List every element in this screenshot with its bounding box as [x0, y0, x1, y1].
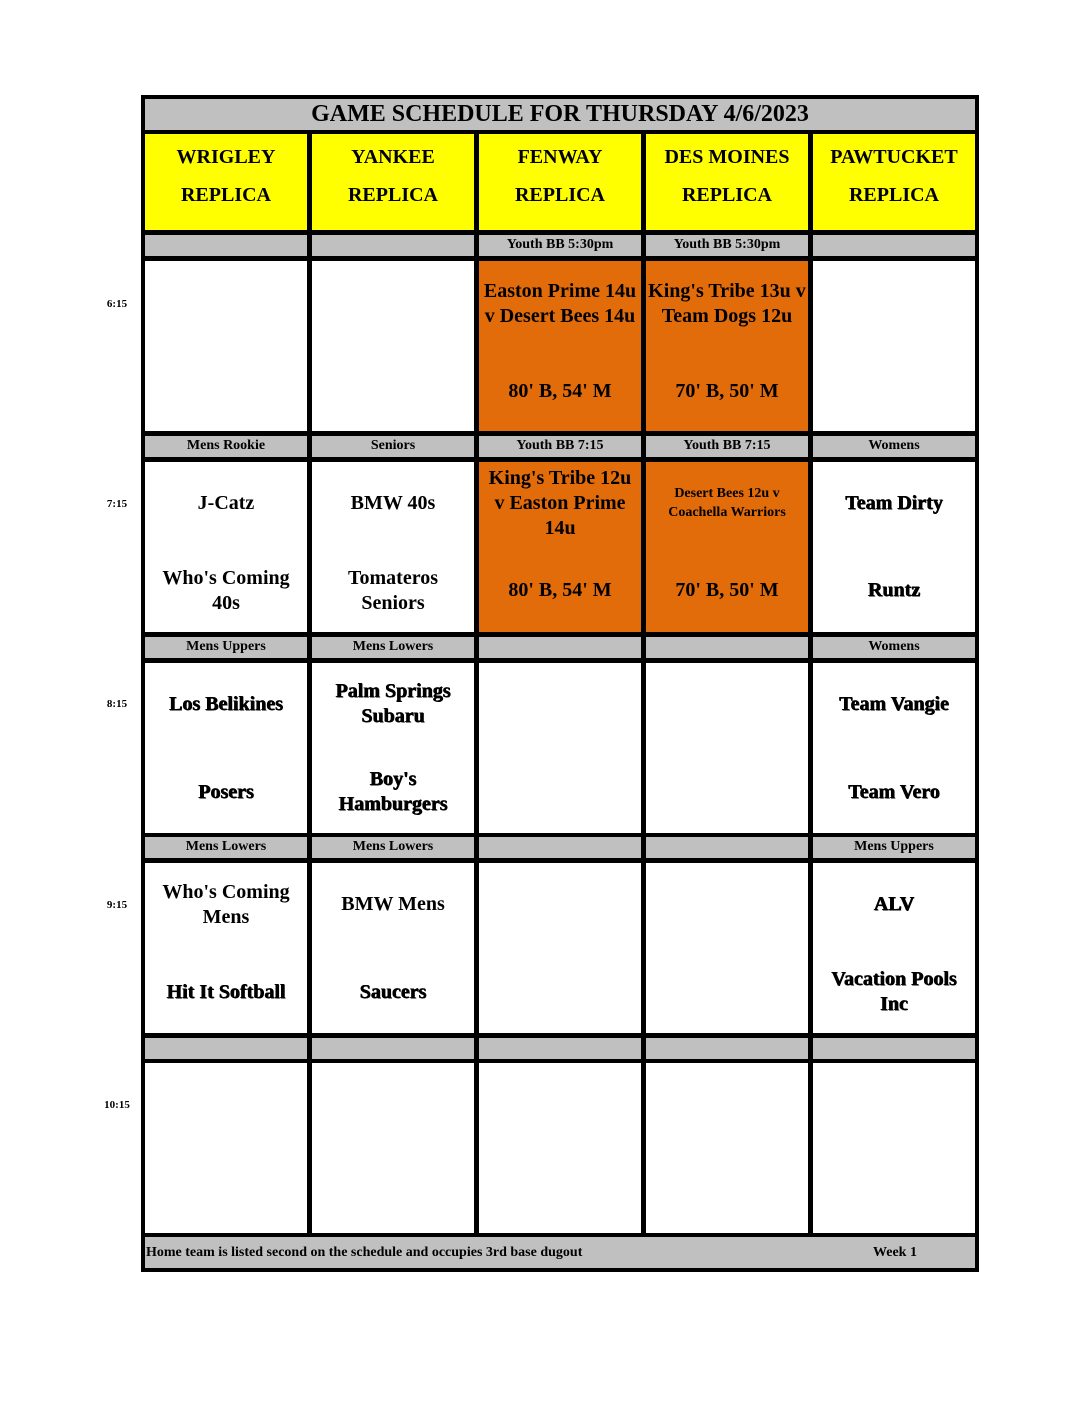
field-type: REPLICA: [347, 184, 438, 206]
game-slot: [813, 1063, 975, 1233]
game-slot: [145, 863, 307, 1033]
time-label-1: 6:15: [106, 298, 128, 310]
field-name: FENWAY: [517, 146, 603, 168]
away-team: ALV: [873, 893, 915, 915]
field-type: REPLICA: [848, 184, 939, 206]
game-slot: [479, 663, 641, 833]
division-label: [479, 1038, 641, 1059]
game-slot: [312, 663, 474, 833]
home-team: Saucers: [359, 981, 427, 1003]
field-type: REPLICA: [681, 184, 772, 206]
division-label: [646, 1038, 808, 1059]
home-team: Posers: [198, 781, 254, 803]
field-header-pawtucket: [813, 134, 975, 230]
footer-note: Home team is listed second on the schedule and occupies 3rd base dugout: [146, 1245, 583, 1260]
division-label: Mens Rookie: [145, 436, 307, 457]
division-label: Womens: [813, 637, 975, 658]
division-label: Mens Uppers: [813, 837, 975, 858]
field-header-des-moines: [646, 134, 808, 230]
field-header-wrigley: [145, 134, 307, 230]
away-team: BMW Mens: [341, 893, 445, 915]
game-slot: [312, 1063, 474, 1233]
matchup: King's Tribe 13u v Team Dogs 12u: [648, 280, 806, 327]
home-team: Runtz: [867, 579, 921, 601]
game-slot: [145, 1063, 307, 1233]
field-dimensions: 70' B, 50' M: [675, 380, 779, 402]
time-label-5: 10:15: [104, 1099, 130, 1111]
game-slot: [312, 462, 474, 632]
division-label: Mens Lowers: [312, 637, 474, 658]
youth-game-slot: [479, 261, 641, 431]
game-slot: [646, 1063, 808, 1233]
youth-game-slot: [646, 261, 808, 431]
field-type: REPLICA: [514, 184, 605, 206]
division-label: [145, 235, 307, 256]
game-slot: [145, 663, 307, 833]
away-team: J-Catz: [197, 492, 255, 514]
field-dimensions: 70' B, 50' M: [675, 579, 779, 601]
home-team: Boy's Hamburgers: [338, 768, 448, 815]
division-label: [145, 1038, 307, 1059]
time-label-3: 8:15: [106, 698, 128, 710]
division-label: [813, 235, 975, 256]
home-team: Hit It Softball: [166, 981, 286, 1003]
field-type: REPLICA: [180, 184, 271, 206]
field-name: YANKEE: [351, 146, 435, 168]
youth-game-slot: [479, 462, 641, 632]
division-label: Womens: [813, 436, 975, 457]
division-label: Youth BB 7:15: [479, 436, 641, 457]
home-team: Vacation Pools Inc: [831, 968, 957, 1015]
division-label: Youth BB 5:30pm: [646, 235, 808, 256]
away-team: Who's Coming Mens: [162, 881, 290, 928]
away-team: Team Vangie: [839, 693, 949, 715]
home-team: Who's Coming 40s: [162, 567, 290, 614]
away-team: Palm Springs Subaru: [335, 680, 451, 727]
game-slot: [646, 663, 808, 833]
game-slot: [813, 663, 975, 833]
youth-game-slot: [646, 462, 808, 632]
week-label: Week 1: [873, 1245, 917, 1260]
matchup: King's Tribe 12u v Easton Prime 14u: [488, 467, 632, 539]
away-team: Team Dirty: [845, 492, 943, 514]
field-header-fenway: [479, 134, 641, 230]
away-team: Los Belikines: [169, 693, 283, 715]
division-label: [646, 837, 808, 858]
division-label: [312, 1038, 474, 1059]
field-name: DES MOINES: [664, 146, 790, 168]
matchup: Desert Bees 12u v Coachella Warriors: [668, 486, 786, 520]
division-label: [646, 637, 808, 658]
home-team: Team Vero: [848, 781, 940, 803]
game-slot: [312, 863, 474, 1033]
game-slot: [813, 462, 975, 632]
game-slot: [646, 863, 808, 1033]
away-team: BMW 40s: [350, 492, 436, 514]
game-slot: [312, 261, 474, 431]
field-header-yankee: [312, 134, 474, 230]
division-label: Youth BB 7:15: [646, 436, 808, 457]
division-label: [813, 1038, 975, 1059]
division-label: [312, 235, 474, 256]
field-dimensions: 80' B, 54' M: [508, 579, 612, 601]
division-label: [479, 637, 641, 658]
division-label: Mens Uppers: [145, 637, 307, 658]
home-team: Tomateros Seniors: [348, 567, 438, 614]
page-title: GAME SCHEDULE FOR THURSDAY 4/6/2023: [145, 99, 975, 130]
matchup: Easton Prime 14u v Desert Bees 14u: [483, 280, 637, 327]
division-label: [479, 837, 641, 858]
division-label: Mens Lowers: [312, 837, 474, 858]
division-label: Youth BB 5:30pm: [479, 235, 641, 256]
footer-bar: [145, 1237, 975, 1268]
time-label-4: 9:15: [106, 899, 128, 911]
field-dimensions: 80' B, 54' M: [508, 380, 612, 402]
game-slot: [479, 863, 641, 1033]
schedule-table: [141, 95, 979, 1272]
field-name: PAWTUCKET: [830, 146, 958, 168]
game-slot: [479, 1063, 641, 1233]
division-label: Mens Lowers: [145, 837, 307, 858]
game-slot: [813, 261, 975, 431]
time-label-2: 7:15: [106, 498, 128, 510]
game-slot: [145, 462, 307, 632]
division-label: Seniors: [312, 436, 474, 457]
game-slot: [145, 261, 307, 431]
field-name: WRIGLEY: [176, 146, 276, 168]
game-slot: [813, 863, 975, 1033]
